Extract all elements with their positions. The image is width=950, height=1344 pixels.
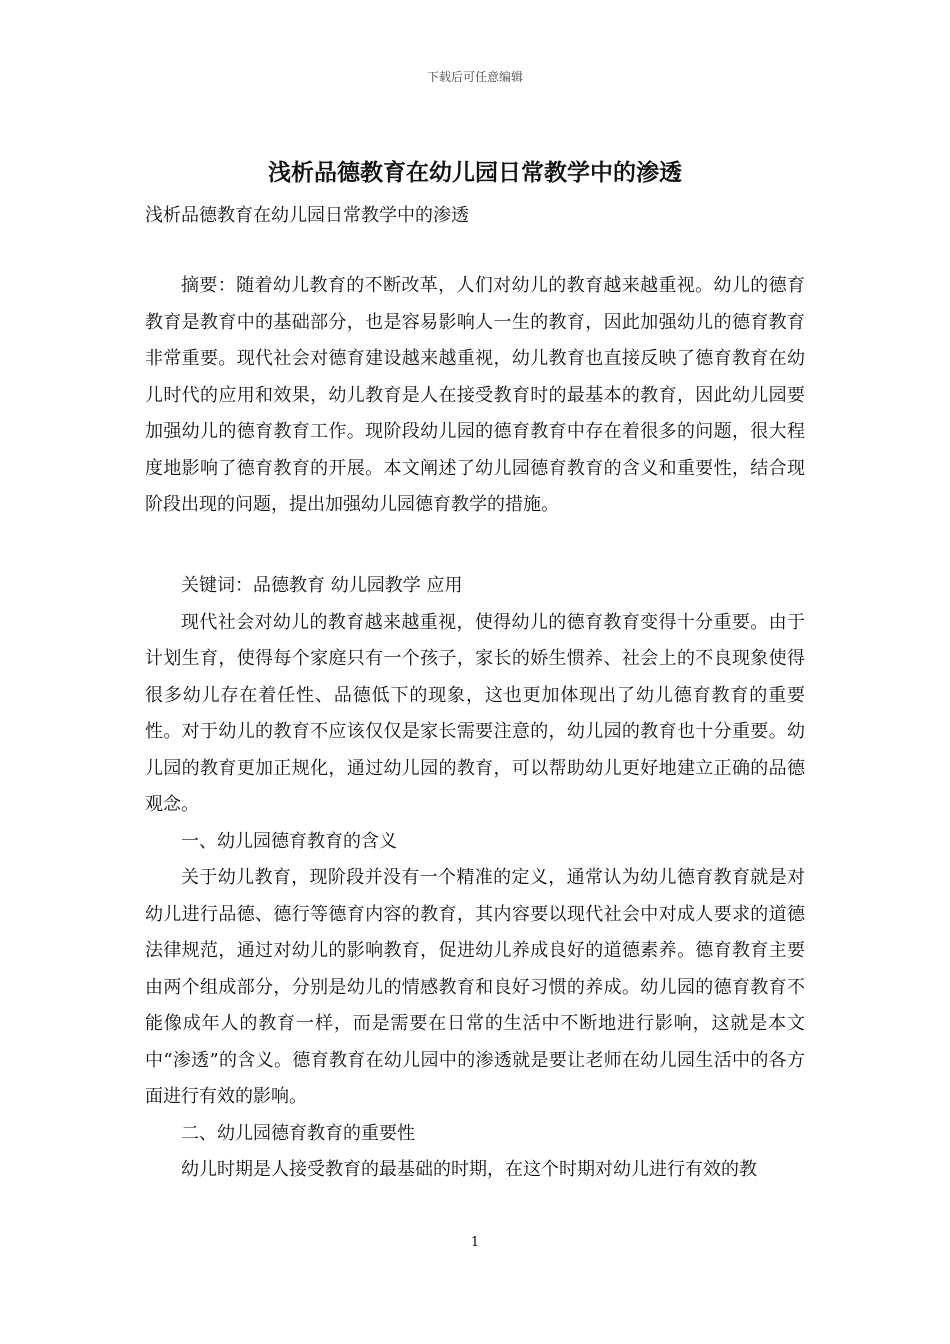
intro-paragraph: 现代社会对幼儿的教育越来越重视，使得幼儿的德育教育变得十分重要。由于计划生育，使得每个家庭只有一个孩子，家长的娇生惯养、社会上的不良现象使得很多幼儿存在着任性、品德低下的现象，这也更加体现出了幼儿德育教育的重要性。对于幼儿的教育不应该仅仅是家长需要注意的，幼儿园的教育也十分重要。幼儿园的教育更加正规化，通过幼儿园的教育，可以帮助幼儿更好地建立正确的品德观念。 [145,611,805,815]
keywords-line: 关键词：品德教育 幼儿园教学 应用 [181,575,463,596]
section-2-heading: 二、幼儿园德育教育的重要性 [181,1122,415,1144]
main-body [145,568,805,1189]
section-1-paragraph: 关于幼儿教育，现阶段并没有一个精准的定义，通常认为幼儿德育教育就是对幼儿进行品德、德行等德育内容的教育，其内容要以现代社会中对成人要求的道德法律规范，通过对幼儿的影响教育，促进幼儿养成良好的道德素养。德育教育主要由两个组成部分，分别是幼儿的情感教育和良好习惯的养成。幼儿园的德育教育不能像成年人的教育一样，而是需要在日常的生活中不断地进行影响，这就是本文中“渗透”的含义。德育教育在幼儿园中的渗透就是要让老师在幼儿园生活中的各方面进行有效的影响。 [145,867,805,1107]
section-1-heading: 一、幼儿园德育教育的含义 [181,830,397,852]
document-subtitle: 浅析品德教育在幼儿园日常教学中的渗透 [145,205,469,226]
abstract-paragraph: 摘要：随着幼儿教育的不断改革，人们对幼儿的教育越来越重视。幼儿的德育教育是教育中的基础部分，也是容易影响人一生的教育，因此加强幼儿的德育教育非常重要。现代社会对德育建设越来越重视，幼儿教育也直接反映了德育教育在幼儿时代的应用和效果，幼儿教育是人在接受教育时的最基本的教育，因此幼儿园要加强幼儿的德育教育工作。现阶段幼儿园的德育教育中存在着很多的问题，很大程度地影响了德育教育的开展。本文阐述了幼儿园德育教育的含义和重要性，结合现阶段出现的问题，提出加强幼儿园德育教学的措施。 [145,275,805,515]
abstract-block [145,268,805,560]
section-2-paragraph: 幼儿时期是人接受教育的最基础的时期，在这个时期对幼儿进行有效的教 [181,1159,757,1180]
page-header-note: 下载后可任意编辑 [426,70,523,84]
page-number: 1 [470,1235,480,1250]
document-title: 浅析品德教育在幼儿园日常教学中的渗透 [268,160,682,186]
